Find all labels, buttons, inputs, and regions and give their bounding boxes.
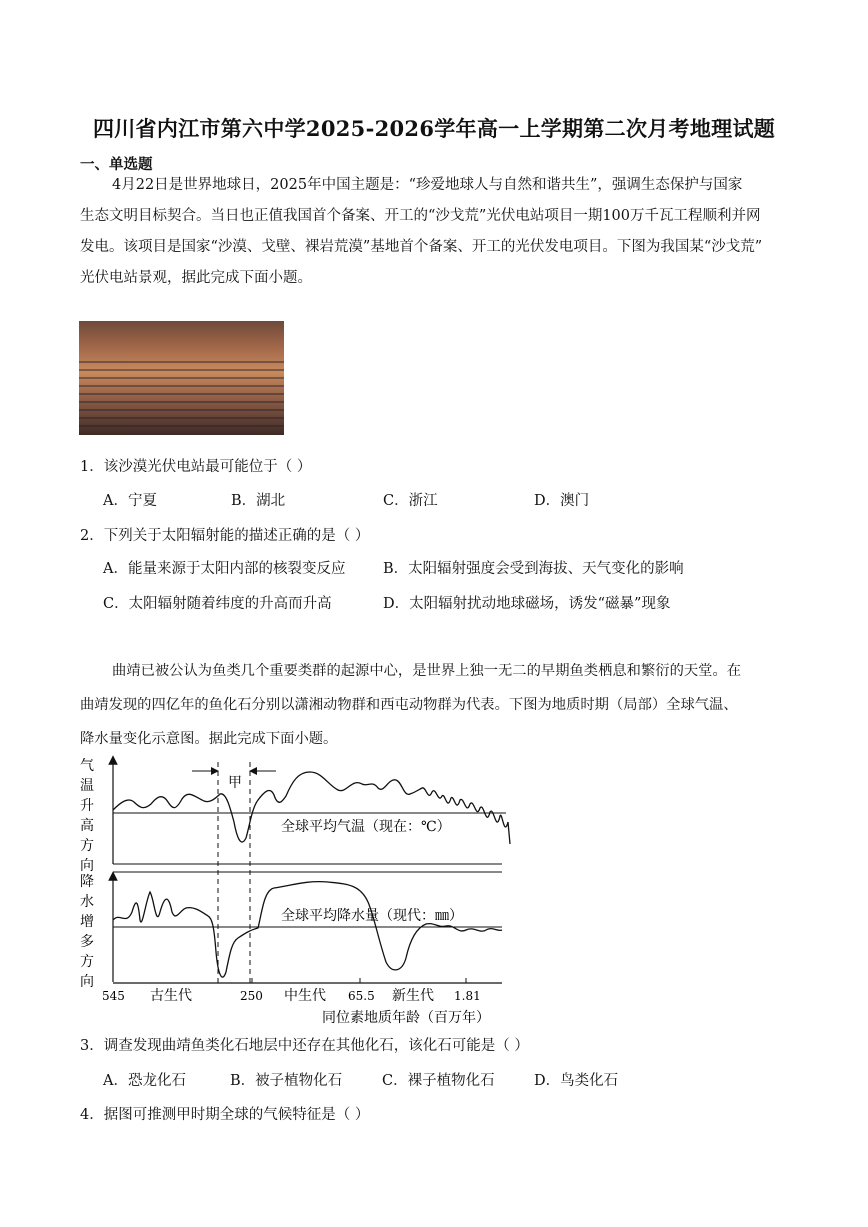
climate-diagram xyxy=(76,752,516,1030)
temp-axis-label-char: 方 xyxy=(80,838,94,854)
precipitation-curve xyxy=(113,882,502,978)
passage-1-line: 生态文明目标契合。当日也正值我国首个备案、开工的“沙戈荒”光伏电站项目一期100万千瓦工程顺利并网 xyxy=(80,208,761,224)
q1-option-b[interactable]: B．湖北 xyxy=(231,493,286,509)
section-heading: 一、单选题 xyxy=(80,156,153,173)
x-tick-label: 1.81 xyxy=(454,989,481,1003)
era-label: 古生代 xyxy=(150,988,192,1004)
passage-1-line: 4月22日是世界地球日，2025年中国主题是：“珍爱地球人与自然和谐共生”，强调生态保护与国家 xyxy=(112,177,743,193)
passage-2-line: 曲靖发现的四亿年的鱼化石分别以潇湘动物群和西屯动物群为代表。下图为地质时期（局部）全球气温、 xyxy=(80,697,738,713)
passage-2 xyxy=(80,654,796,756)
temp-axis-label-char: 温 xyxy=(80,778,94,794)
temperature-curve-label: 全球平均气温（现在：℃） xyxy=(281,819,451,835)
passage-2-line: 曲靖已被公认为鱼类几个重要类群的起源中心，是世界上独一无二的早期鱼类栖息和繁衍的天堂。在 xyxy=(112,663,742,679)
question-2-stem: 2．下列关于太阳辐射能的描述正确的是（ ） xyxy=(80,528,370,544)
solar-plant-photo xyxy=(79,321,284,435)
q1-option-d[interactable]: D．澳门 xyxy=(534,493,590,509)
precip-axis-label-char: 方 xyxy=(80,954,94,970)
passage-1-line: 发电。该项目是国家“沙漠、戈壁、裸岩荒漠”基地首个备案、开工的光伏发电项目。下图为我国某“沙戈荒” xyxy=(80,239,763,255)
question-1-stem: 1．该沙漠光伏电站最可能位于（ ） xyxy=(80,459,312,475)
q1-option-c[interactable]: C．浙江 xyxy=(383,493,438,509)
q1-option-a[interactable]: A．宁夏 xyxy=(103,493,157,509)
temp-axis-label-char: 气 xyxy=(80,758,94,774)
q2-option-a[interactable]: A．能量来源于太阳内部的核裂变反应 xyxy=(103,561,346,577)
x-tick-label: 545 xyxy=(102,989,125,1003)
temp-axis-label-char: 高 xyxy=(80,818,94,834)
page-title: 四川省内江市第六中学2025-2026学年高一上学期第二次月考地理试题 xyxy=(92,116,776,141)
q2-option-c[interactable]: C．太阳辐射随着纬度的升高而升高 xyxy=(103,596,332,612)
x-tick-label: 250 xyxy=(240,989,263,1003)
q3-option-d[interactable]: D．鸟类化石 xyxy=(534,1073,619,1089)
q3-option-c[interactable]: C．裸子植物化石 xyxy=(382,1073,495,1089)
passage-2-line: 降水量变化示意图。据此完成下面小题。 xyxy=(80,731,338,747)
passage-1 xyxy=(80,170,792,294)
q2-option-b[interactable]: B．太阳辐射强度会受到海拔、天气变化的影响 xyxy=(383,561,684,577)
era-label: 新生代 xyxy=(392,988,434,1004)
question-4-stem: 4．据图可推测甲时期全球的气候特征是（ ） xyxy=(80,1107,370,1123)
precip-axis-label-char: 向 xyxy=(80,974,94,990)
precip-axis-label-char: 多 xyxy=(80,934,94,950)
precip-axis-label-char: 降 xyxy=(80,874,94,890)
era-label: 中生代 xyxy=(284,988,326,1004)
precipitation-curve-label: 全球平均降水量（现代：㎜） xyxy=(281,908,463,924)
precip-axis-label-char: 增 xyxy=(80,914,94,930)
x-axis-label: 同位素地质年龄（百万年） xyxy=(322,1010,490,1026)
jia-label: 甲 xyxy=(228,775,242,791)
temp-axis-label-char: 升 xyxy=(80,798,94,814)
question-3-stem: 3．调查发现曲靖鱼类化石地层中还存在其他化石，该化石可能是（ ） xyxy=(80,1038,529,1054)
q2-option-d[interactable]: D．太阳辐射扰动地球磁场，诱发“磁暴”现象 xyxy=(383,596,671,612)
precip-axis-label-char: 水 xyxy=(80,894,94,910)
passage-1-line: 光伏电站景观，据此完成下面小题。 xyxy=(80,270,312,286)
q3-option-b[interactable]: B．被子植物化石 xyxy=(230,1073,343,1089)
x-tick-label: 65.5 xyxy=(348,989,375,1003)
temp-axis-label-char: 向 xyxy=(80,858,94,874)
q3-option-a[interactable]: A．恐龙化石 xyxy=(103,1073,186,1089)
